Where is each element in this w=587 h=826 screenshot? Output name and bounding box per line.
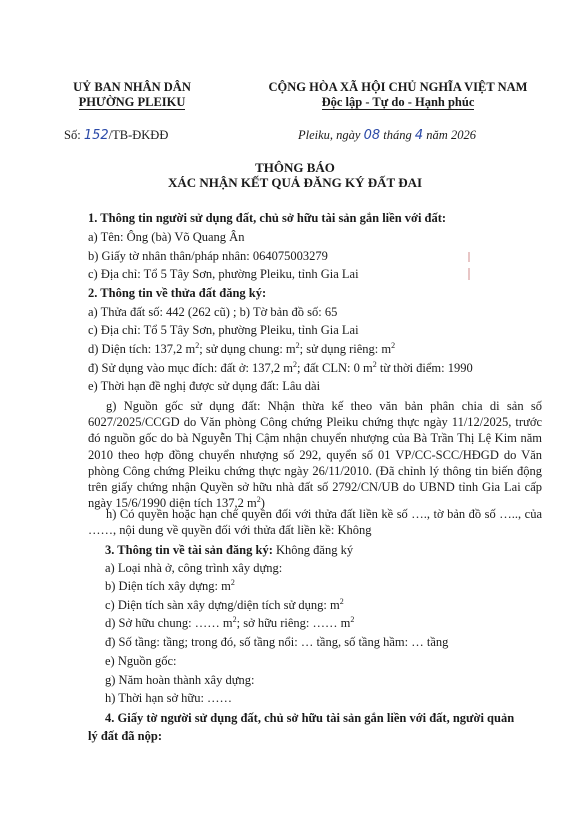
sup-m2: 2 <box>195 340 200 350</box>
sup-m2: 2 <box>256 495 261 505</box>
section3-heading-text: 3. Thông tin về tài sản đăng ký: <box>105 543 273 557</box>
building-area-text: b) Diện tích xây dựng: m <box>105 579 231 593</box>
origin-end: ) <box>260 496 265 511</box>
ownership-shared: d) Sở hữu chung: …… m <box>105 616 233 630</box>
section3-type: a) Loại nhà ở, công trình xây dựng: <box>105 561 283 575</box>
month-handwritten: 4 <box>414 128 424 143</box>
place-date-prefix: Pleiku, ngày <box>298 128 364 142</box>
area-shared: ; sử dụng chung: m <box>199 342 296 356</box>
national-motto <box>248 95 548 110</box>
sup-m2: 2 <box>232 614 237 624</box>
purpose-residential: đ) Sử dụng vào mục đích: đất ở: 137,2 m <box>88 361 294 375</box>
month-label: tháng <box>380 128 415 142</box>
section1-heading: 1. Thông tin người sử dụng đất, chủ sở hữu tài sản gắn liền với đất: <box>88 211 447 225</box>
section3-building-area <box>105 578 235 595</box>
year-text: năm 2026 <box>423 128 476 142</box>
purpose-since: từ thời điểm: 1990 <box>376 361 473 375</box>
sup-m2: 2 <box>230 577 235 587</box>
area-private: ; sử dụng riêng: m <box>299 342 392 356</box>
sup-m2: 2 <box>339 596 344 606</box>
section3-year: g) Năm hoàn thành xây dựng: <box>105 673 255 687</box>
origin-text: g) Nguồn gốc sử dụng đất: Nhận thừa kế theo văn bản phân chia di sản số 6027/2025/CCGD do Văn phòng Công chứng Pleiku chứng thực ngày 11/12/2025, trước đó nguồn gốc do bà Nguyễn Thị Cậm nhận chuyển nhượng của Bà Trần Thị Lệ Kim năm 2010 theo hợp đồng chuyển nhượng số 292, quyển số 01 VP/CC-SCC/HĐGD do Văn phòng Công chứng Pleiku chứng thực ngày 26/11/2010. (Đã chỉnh lý thông tin biến động trên giấy chứng nhận Quyền sở hữu nhà đất số 2792/CN/UB do UBND tỉnh Gia Lai cấp ngày 15/6/1990 diện tích 137,2 m <box>88 399 542 511</box>
national-title: CỘNG HÒA XÃ HỘI CHỦ NGHĨA VIỆT NAM <box>268 80 528 94</box>
section1-id: b) Giấy tờ nhân thân/pháp nhân: 064075003279 <box>88 249 328 263</box>
org-name-line2-text: PHƯỜNG PLEIKU <box>78 95 186 109</box>
section2-origin <box>88 398 542 511</box>
document-number-suffix: /TB-ĐKĐĐ <box>108 128 169 142</box>
section2-heading: 2. Thông tin về thửa đất đăng ký: <box>88 286 267 300</box>
sup-m2: 2 <box>293 359 298 369</box>
section3-heading-value: Không đăng ký <box>272 543 354 557</box>
day-handwritten: 08 <box>363 128 381 143</box>
sup-m2: 2 <box>372 359 377 369</box>
sup-m2: 2 <box>391 340 396 350</box>
org-name-line1: UỶ BAN NHÂN DÂN <box>73 80 191 94</box>
stamp-mark <box>466 252 472 280</box>
section2-address: c) Địa chỉ: Tổ 5 Tây Sơn, phường Pleiku, tỉnh Gia Lai <box>88 323 359 337</box>
section3-term: h) Thời hạn sở hữu: …… <box>105 691 233 705</box>
floor-area-text: c) Diện tích sàn xây dựng/diện tích sử dụng: m <box>105 598 340 612</box>
notice-subtitle: XÁC NHẬN KẾT QUẢ ĐĂNG KÝ ĐẤT ĐAI <box>167 175 423 190</box>
section4-heading-line1: 4. Giấy tờ người sử dụng đất, chủ sở hữu tài sản gắn liền với đất, người quản <box>105 711 515 725</box>
national-motto-text: Độc lập - Tự do - Hạnh phúc <box>321 95 475 109</box>
notice-title: THÔNG BÁO <box>255 160 335 175</box>
section2-parcel: a) Thửa đất số: 442 (262 cũ) ; b) Tờ bản đồ số: 65 <box>88 305 338 319</box>
sup-m2: 2 <box>295 340 300 350</box>
section3-floor-area <box>105 597 344 614</box>
org-name-line2 <box>62 95 202 110</box>
section4-heading-line2: lý đất đã nộp: <box>88 729 162 743</box>
section2-purpose <box>88 360 473 377</box>
section1-name: a) Tên: Ông (bà) Võ Quang Ân <box>88 230 245 244</box>
purpose-cln: ; đất CLN: 0 m <box>297 361 373 375</box>
area-total: d) Diện tích: 137,2 m <box>88 342 196 356</box>
section2-rights: h) Có quyền hoặc hạn chế quyền đối với thửa đất liền kề số …., tờ bản đồ số ….., của ……, nội dung về quyền đối với thửa đất liền kề: Không <box>88 507 542 538</box>
section1-address: c) Địa chỉ: Tổ 5 Tây Sơn, phường Pleiku, tỉnh Gia Lai <box>88 267 359 281</box>
document-number <box>64 127 168 144</box>
section3-floors: đ) Số tầng: tầng; trong đó, số tầng nổi: … tầng, số tầng hầm: … tầng <box>105 635 449 649</box>
document-number-label: Số: <box>64 128 84 142</box>
section2-area <box>88 341 395 358</box>
sup-m2: 2 <box>350 614 355 624</box>
ownership-private: ; sở hữu riêng: …… m <box>236 616 351 630</box>
section3-heading <box>105 542 353 559</box>
document-number-handwritten: 152 <box>83 128 109 143</box>
place-date <box>298 127 476 144</box>
section3-origin: e) Nguồn gốc: <box>105 654 177 668</box>
section2-term: e) Thời hạn đề nghị được sử dụng đất: Lâu dài <box>88 379 321 393</box>
section3-ownership <box>105 615 354 632</box>
